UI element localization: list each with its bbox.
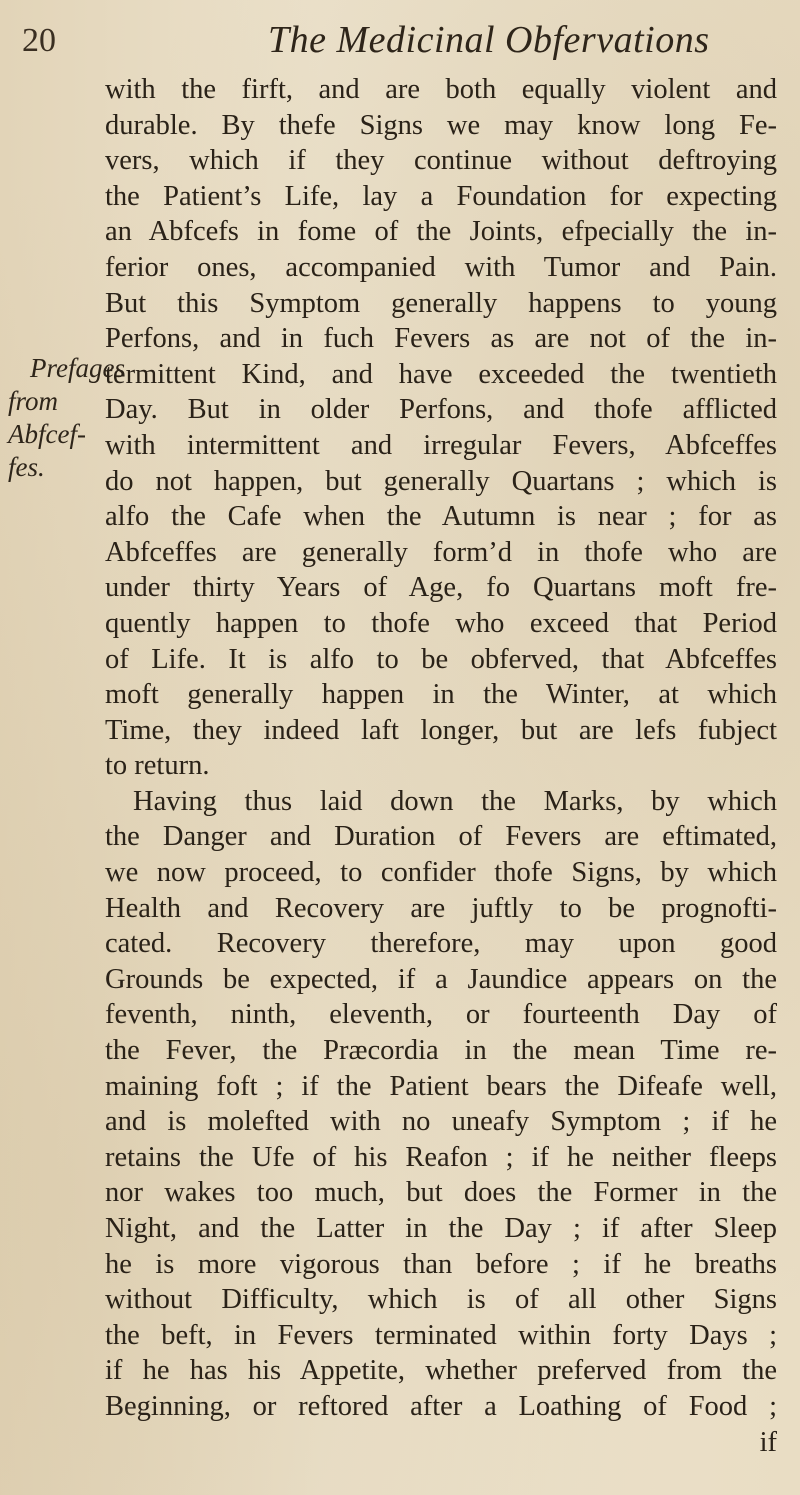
text-line: without Difficulty, which is of all other Signs [105,1284,777,1316]
margin-note [0,352,125,484]
text-line: retains the Ufe of his Reafon ; if he neither fleeps [105,1141,777,1173]
text-line: Time, they indeed laft longer, but are lefs fubject [105,714,777,746]
text-line: Abfceffes are generally form’d in thofe who are [105,536,777,568]
text-line: the Patient’s Life, lay a Foundation for expecting [105,180,777,212]
text-line: if he has his Appetite, whether preferved from the [105,1355,777,1387]
text-line: Beginning, or reftored after a Loathing of Food ; [105,1390,777,1422]
margin-note-line: Prefages [30,353,125,383]
text-line: But this Symptom generally happens to young [105,287,777,319]
text-line: the Danger and Duration of Fevers are eftimated, [105,821,777,853]
text-line: under thirty Years of Age, fo Quartans moft fre- [105,572,777,604]
running-head: The Medicinal Obfervations [268,19,710,61]
text-line: with the firft, and are both equally violent and [105,74,777,105]
text-line: an Abfcefs in fome of the Joints, efpecially the in- [105,216,777,248]
text-line: to return. [105,750,210,782]
text-line: Health and Recovery are juftly to be prognofti- [105,892,777,924]
text-line: Night, and the Latter in the Day ; if after Sleep [105,1213,777,1244]
text-line: he is more vigorous than before ; if he breaths [105,1248,777,1280]
text-line: Perfons, and in fuch Fevers as are not of the in- [105,323,777,355]
text-line: Day. But in older Perfons, and thofe afflicted [105,394,777,426]
text-line: alfo the Cafe when the Autumn is near ; for as [105,501,777,533]
text-line: quently happen to thofe who exceed that Period [105,607,777,639]
margin-note-line: from Abfcef- [8,386,86,449]
catchword: if [759,1426,777,1458]
text-line: vers, which if they continue without deftroying [105,145,777,177]
text-line: and is molefted with no uneafy Symptom ; if he [105,1106,777,1138]
text-line: nor wakes too much, but does the Former in the [105,1177,777,1209]
page-number: 20 [22,22,56,59]
text-line: with intermittent and irregular Fevers, Abfceffes [105,429,777,461]
text-line: feventh, ninth, eleventh, or fourteenth Day of [105,999,777,1031]
text-line: we now proceed, to confider thofe Signs, by which [105,857,777,889]
text-line: ferior ones, accompanied with Tumor and Pain. [105,251,777,283]
text-line: the beft, in Fevers terminated within forty Days ; [105,1319,777,1351]
text-line: of Life. It is alfo to be obferved, that Abfceffes [105,643,777,675]
body-text [105,72,777,1460]
text-line: maining foft ; if the Patient bears the Difeafe well, [105,1070,777,1102]
margin-note-line: fes. [8,452,45,482]
text-line: durable. By thefe Signs we may know long Fe- [105,109,777,141]
text-line: Grounds be expected, if a Jaundice appears on the [105,963,777,995]
text-line: do not happen, but generally Quartans ; which is [105,465,777,497]
text-line: Having thus laid down the Marks, by which [133,785,777,817]
text-line: cated. Recovery therefore, may upon good [105,928,777,960]
text-line: the Fever, the Præcordia in the mean Time re- [105,1035,777,1067]
text-line: termittent Kind, and have exceeded the twentieth [105,358,777,390]
text-line: moft generally happen in the Winter, at which [105,679,777,711]
